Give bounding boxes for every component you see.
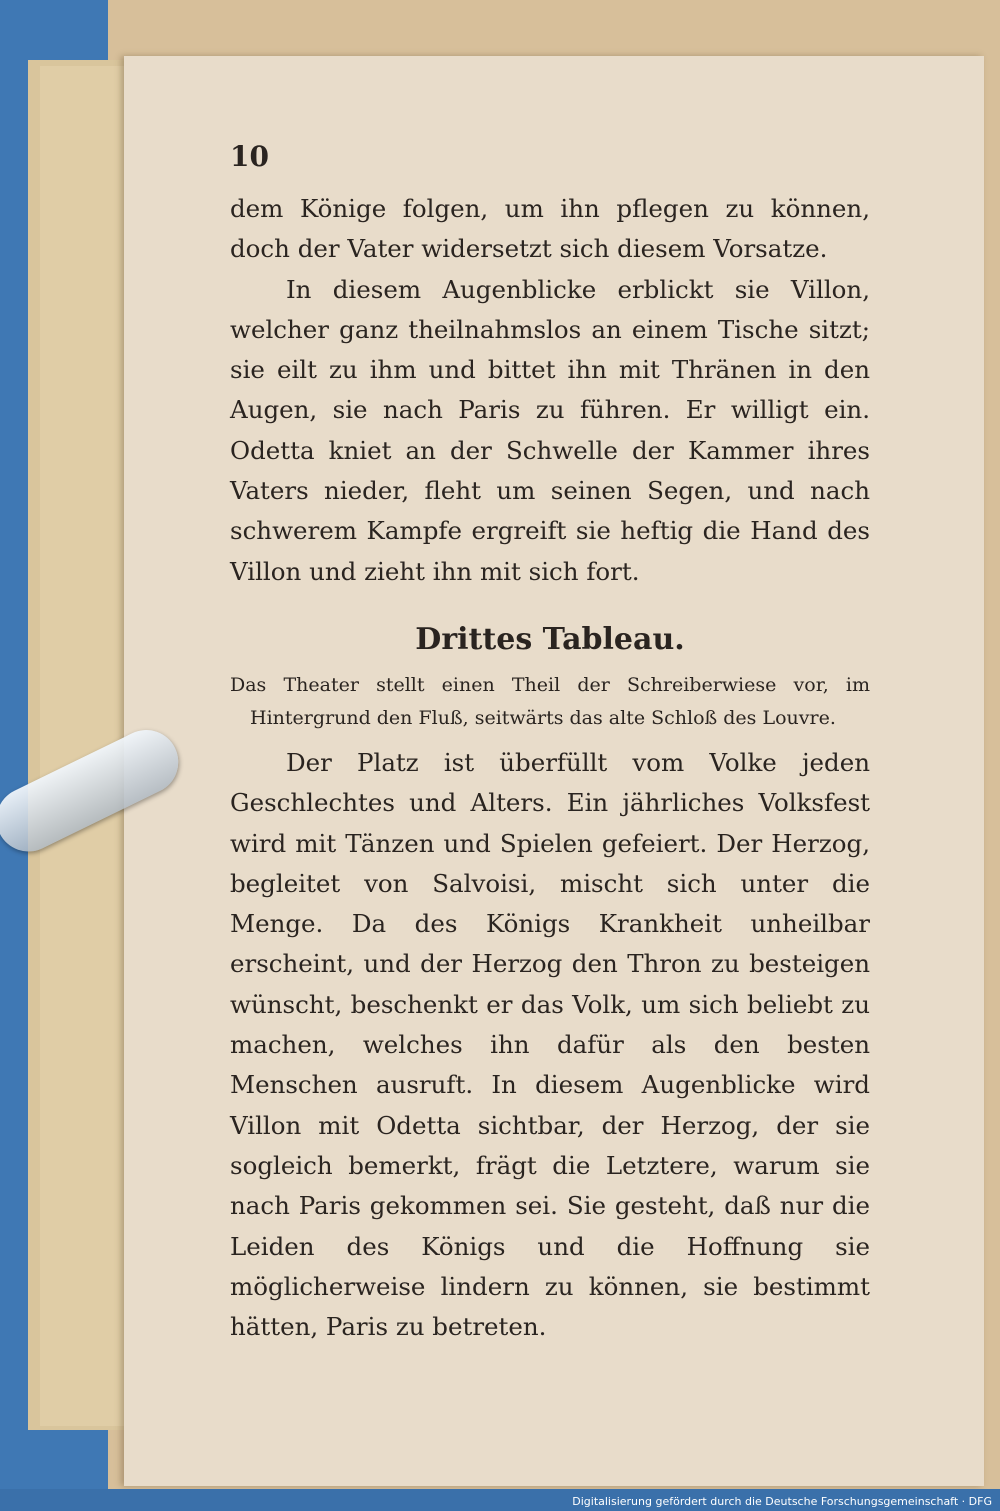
footer-strip xyxy=(0,1489,1000,1511)
section-title: Drittes Tableau. xyxy=(415,621,685,657)
stage-direction: Das Theater stellt einen Theil der Schreiberwiese vor, im Hintergrund den Fluß, seitwärts das alte Schloß des Louvre. xyxy=(230,673,870,729)
paragraph-volksfest: Der Platz ist überfüllt vom Volke jeden Geschlechtes und Alters. Ein jährliches Volksfest wird mit Tänzen und Spielen gefeiert. Der Herzog, begleitet von Salvoisi, mischt sich unter die Menge. Da des Königs Krankheit unheilbar erscheint, und der Herzog den Thron zu besteigen wünscht, beschenkt er das Volk, um sich beliebt zu machen, welches ihn dafür als den besten Menschen ausruft. In diesem Augenblicke wird Villon mit Odetta sichtbar, der Herzog, der sie sogleich bemerkt, frägt die Letztere, warum sie nach Paris gekommen sei. Sie gesteht, daß nur die Leiden des Königs und die Hoffnung sie möglicherweise lindern zu können, sie bestimmt hätten, Paris zu betreten. xyxy=(230,747,870,1342)
paragraph-villon: In diesem Augenblicke erblickt sie Villon, welcher ganz theilnahmslos an einem Tische sitzt; sie eilt zu ihm und bittet ihn mit Thränen in den Augen, sie nach Paris zu führen. Er willigt ein. Odetta kniet an der Schwelle der Kammer ihres Vaters nieder, fleht um seinen Segen, und nach schwerem Kampfe ergreift sie heftig die Hand des Villon und zieht ihn mit sich fort. xyxy=(230,274,870,586)
footer-credit: Digitalisierung gefördert durch die Deutsche Forschungsgemeinschaft · DFG xyxy=(572,1495,992,1508)
page-text xyxy=(230,140,870,1347)
page-number: 10 xyxy=(230,140,269,173)
paragraph-continuation: dem Könige folgen, um ihn pflegen zu können, doch der Vater widersetzt sich diesem Vorsatze. xyxy=(230,194,870,264)
